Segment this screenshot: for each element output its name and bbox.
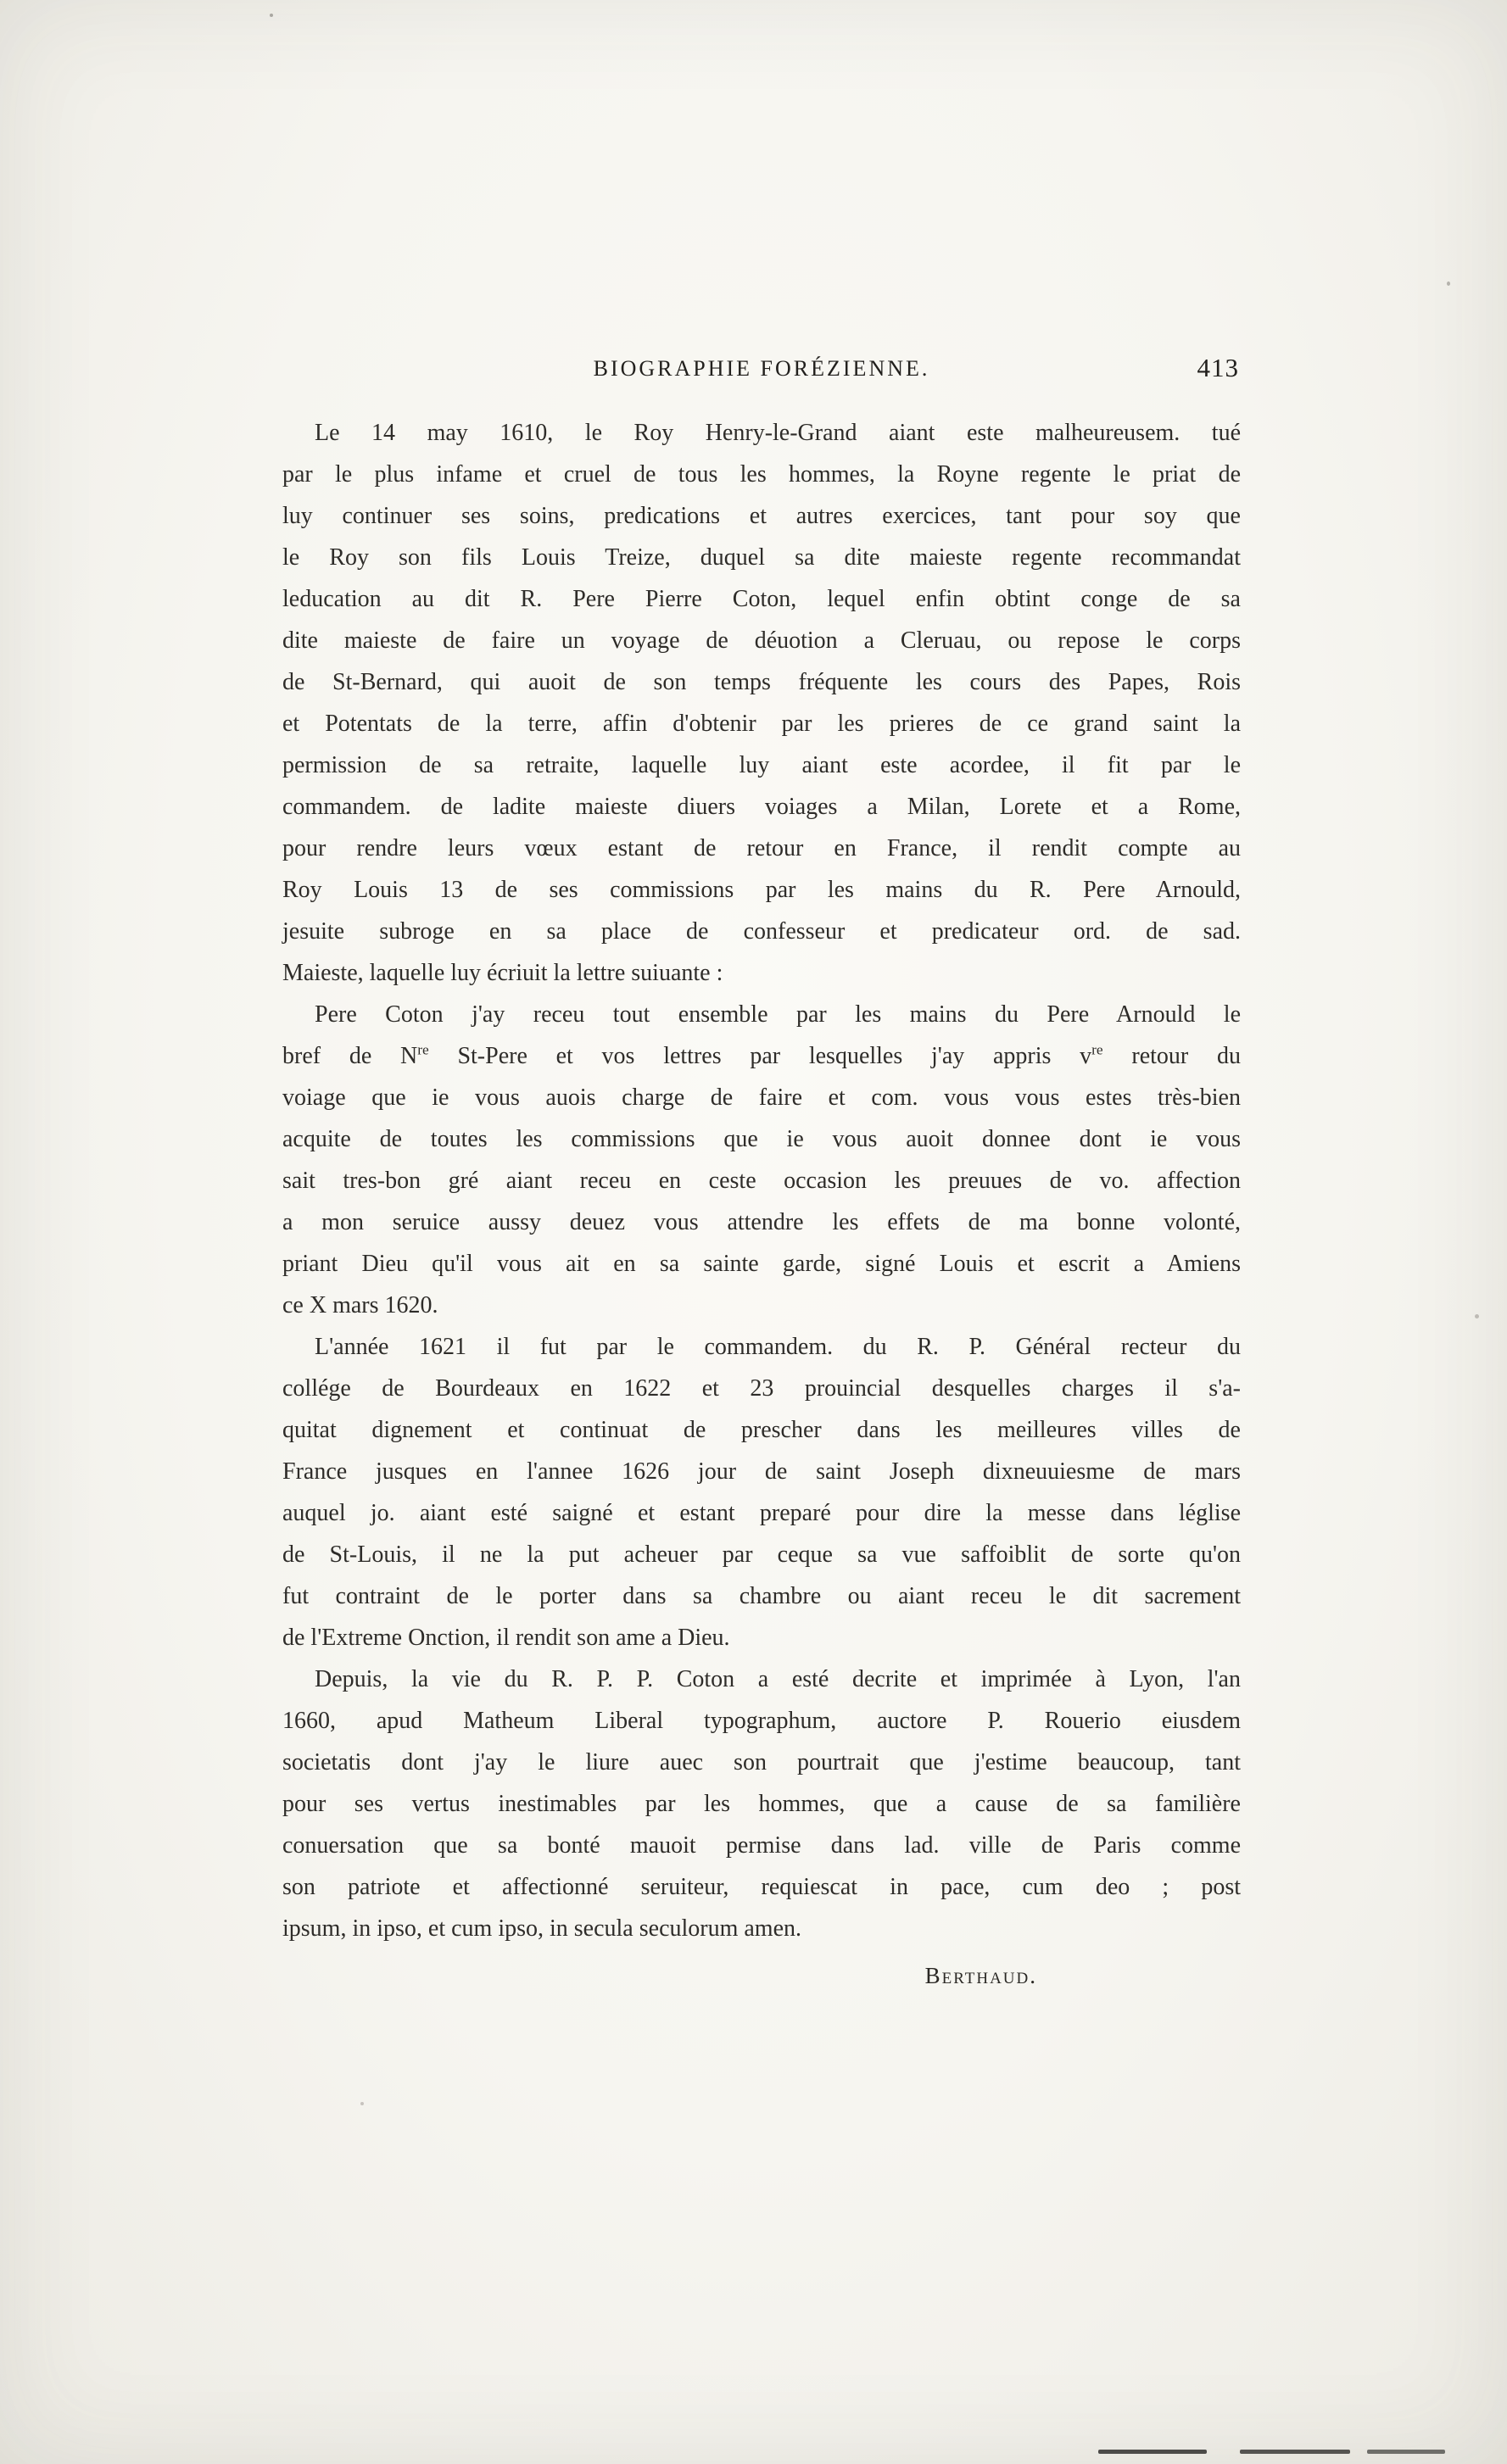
body-text (282, 412, 1241, 1949)
text-line: ce X mars 1620. (282, 1292, 438, 1318)
text-line: conuersation que sa bonté mauoit permise dans lad. ville de Paris comme (282, 1832, 1241, 1859)
text-line: de St-Louis, il ne la put acheuer par ceque sa vue saffoiblit de sorte qu'on (282, 1541, 1241, 1568)
text-line: bref de $N^{re}$ St-Pere et vos lettres par lesquelles j'ay appris $v^{re}$ retour du (282, 1041, 1241, 1069)
text-line: sait tres-bon gré aiant receu en ceste occasion les preuues de vo. affection (282, 1168, 1241, 1194)
scan-speck (1475, 1314, 1479, 1318)
text-line: fut contraint de le porter dans sa chambre ou aiant receu le dit sacrement (282, 1583, 1241, 1609)
superscript: re (1091, 1041, 1103, 1058)
text-line: voiage que ie vous auois charge de faire et com. vous vous estes très-bien (282, 1084, 1241, 1111)
text-line: jesuite subroge en sa place de confesseur et predicateur ord. de sad. (282, 918, 1241, 945)
text-line: leducation au dit R. Pere Pierre Coton, lequel enfin obtint conge de sa (282, 586, 1241, 612)
text-line: ipsum, in ipso, et cum ipso, in secula seculorum amen. (282, 1915, 802, 1942)
text-line: luy continuer ses soins, predications et autres exercices, tant pour soy que (282, 503, 1241, 529)
text-line: acquite de toutes les commissions que ie vous auoit donnee dont ie vous (282, 1126, 1241, 1152)
running-title: BIOGRAPHIE FORÉZIENNE. (593, 356, 930, 381)
text-line: le Roy son fils Louis Treize, duquel sa dite maieste regente recommandat (282, 544, 1241, 571)
text-line: L'année 1621 il fut par le commandem. du R. P. Général recteur du (315, 1334, 1241, 1360)
text-line: Roy Louis 13 de ses commissions par les mains du R. Pere Arnould, (282, 877, 1241, 903)
paragraph (282, 1326, 1241, 1658)
text-line: a mon seruice aussy deuez vous attendre les effets de ma bonne volonté, (282, 1209, 1241, 1235)
text-line: son patriote et affectionné seruiteur, requiescat in pace, cum deo ; post (282, 1874, 1241, 1900)
author-signature: Berthaud. (924, 1963, 1037, 1988)
text-line: France jusques en l'annee 1626 jour de saint Joseph dixneuuiesme de mars (282, 1458, 1241, 1485)
text-line: auquel jo. aiant esté saigné et estant preparé pour dire la messe dans léglise (282, 1500, 1241, 1526)
paragraph (282, 412, 1241, 994)
text-line: pour rendre leurs vœux estant de retour en France, il rendit compte au (282, 835, 1241, 861)
superscript: re (417, 1041, 429, 1058)
text-line: 1660, apud Matheum Liberal typographum, auctore P. Rouerio eiusdem (282, 1708, 1241, 1734)
text-line: Le 14 may 1610, le Roy Henry-le-Grand aiant este malheureusem. tué (315, 420, 1241, 446)
scan-edge-mark (1240, 2450, 1350, 2454)
scan-edge-mark (1098, 2450, 1207, 2454)
scan-speck (270, 14, 273, 17)
page-header (282, 353, 1241, 395)
text-line: pour ses vertus inestimables par les hommes, que a cause de sa familière (282, 1791, 1241, 1817)
scan-speck (1447, 282, 1450, 286)
text-line: Depuis, la vie du R. P. P. Coton a esté decrite et imprimée à Lyon, l'an (315, 1666, 1241, 1692)
text-line: Maieste, laquelle luy écriuit la lettre suiuante : (282, 960, 723, 986)
scan-edge-mark (1367, 2450, 1445, 2454)
text-line: et Potentats de la terre, affin d'obtenir par les prieres de ce grand saint la (282, 711, 1241, 737)
scan-speck (360, 2102, 364, 2105)
text-line: priant Dieu qu'il vous ait en sa sainte garde, signé Louis et escrit a Amiens (282, 1251, 1241, 1277)
text-line: dite maieste de faire un voyage de déuotion a Cleruau, ou repose le corps (282, 627, 1241, 654)
page-number: 413 (1197, 353, 1239, 382)
text-line: permission de sa retraite, laquelle luy aiant este acordee, il fit par le (282, 752, 1241, 778)
text-line: collége de Bourdeaux en 1622 et 23 prouincial desquelles charges il s'a- (282, 1375, 1241, 1402)
paragraph (282, 994, 1241, 1326)
text-line: societatis dont j'ay le liure auec son pourtrait que j'estime beaucoup, tant (282, 1749, 1241, 1776)
text-line: par le plus infame et cruel de tous les hommes, la Royne regente le priat de (282, 461, 1241, 488)
text-line: Pere Coton j'ay receu tout ensemble par les mains du Pere Arnould le (315, 1001, 1241, 1028)
text-line: de St-Bernard, qui auoit de son temps fréquente les cours des Papes, Rois (282, 669, 1241, 695)
text-line: quitat dignement et continuat de prescher dans les meilleures villes de (282, 1417, 1241, 1443)
text-line: commandem. de ladite maieste diuers voiages a Milan, Lorete et a Rome, (282, 794, 1241, 820)
paragraph (282, 1658, 1241, 1949)
text-line: de l'Extreme Onction, il rendit son ame a Dieu. (282, 1625, 730, 1651)
text-block (282, 353, 1241, 1989)
